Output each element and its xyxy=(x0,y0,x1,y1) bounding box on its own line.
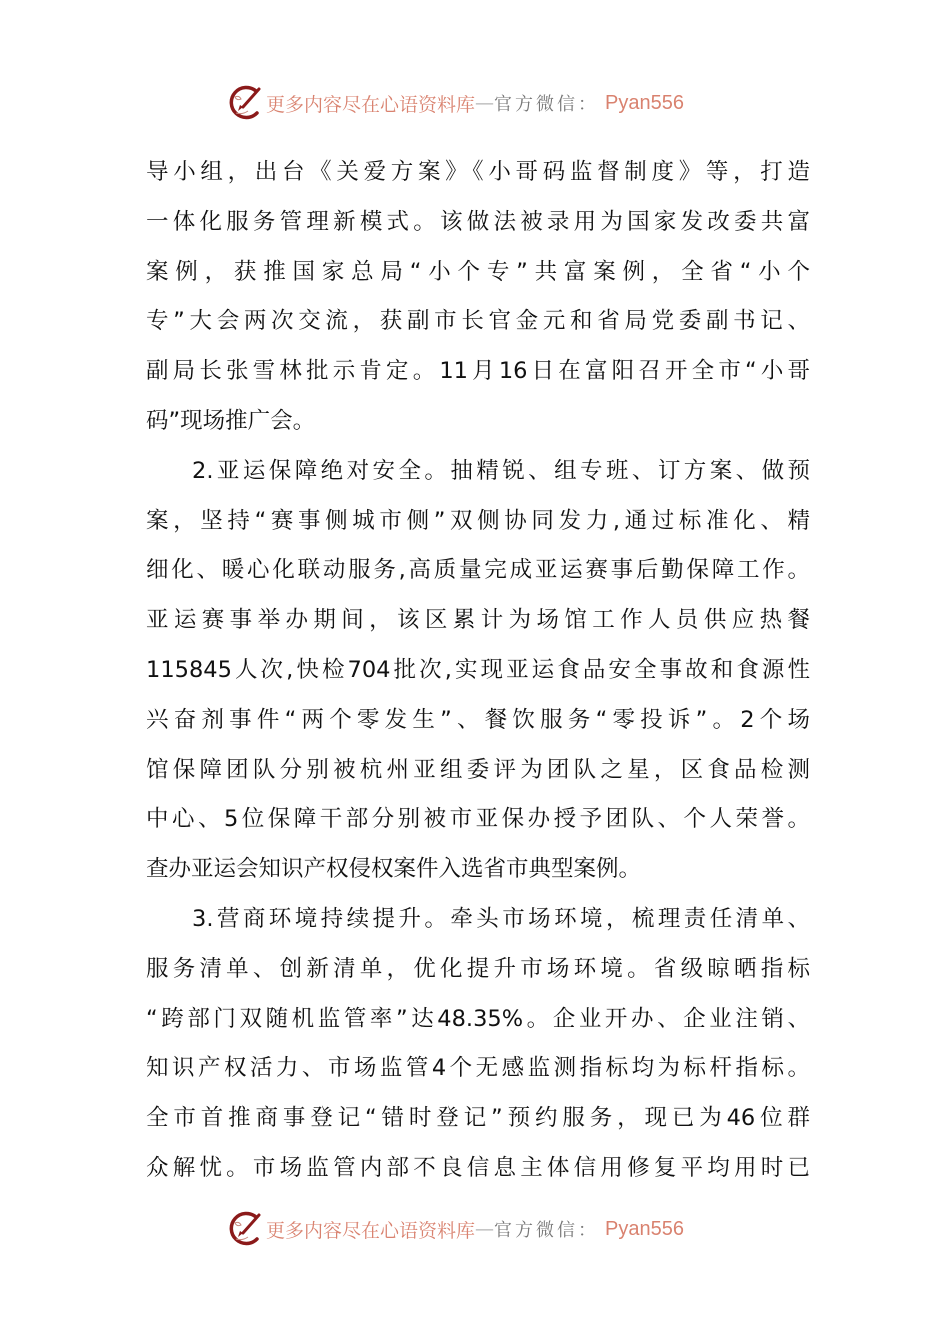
text-line: 一体化服务管理新模式。该做法被录用为国家发改委共富 xyxy=(146,208,810,235)
watermark-wechat-label: 官方微信： xyxy=(494,94,600,115)
watermark-wechat-id: Pyan556 xyxy=(605,1217,684,1240)
text-line: 知识产权活力、市场监管4个无感监测指标均为标杆指标。 xyxy=(146,1055,810,1082)
watermark-dash: — xyxy=(475,1218,495,1240)
text-line: 115845人次,快检704批次,实现亚运食品安全事故和食源性 xyxy=(146,656,810,683)
document-body xyxy=(146,148,810,1194)
text-line: 细化、暖心化联动服务,高质量完成亚运赛事后勤保障工作。 xyxy=(146,557,810,584)
text-line: 案例，获推国家总局“小个专”共富案例，全省“小个 xyxy=(146,258,810,285)
quill-pen-logo-icon xyxy=(226,85,262,121)
text-line: 导小组，出台《关爱方案》《小哥码监督制度》等，打造 xyxy=(146,159,810,185)
watermark-site-text: 更多内容尽在心语资料库 xyxy=(266,93,476,116)
text-line: 副局长张雪林批示肯定。11月16日在富阳召开全市“小哥 xyxy=(146,358,810,385)
header-watermark xyxy=(226,83,684,123)
text-line-heading-2: 2.亚运保障绝对安全。抽精锐、组专班、订方案、做预 xyxy=(192,457,810,484)
text-line-paragraph-end: 码”现场推广会。 xyxy=(146,407,316,434)
quill-pen-logo-icon xyxy=(226,1211,262,1247)
text-line: 众解忧。市场监管内部不良信息主体信用修复平均用时已 xyxy=(146,1154,810,1181)
footer-watermark xyxy=(226,1209,684,1249)
text-line: 馆保障团队分别被杭州亚组委评为团队之星，区食品检测 xyxy=(146,756,810,783)
text-line-paragraph-end: 查办亚运会知识产权侵权案件入选省市典型案例。 xyxy=(146,856,642,883)
text-line: “跨部门双随机监管率”达48.35%。企业开办、企业注销、 xyxy=(146,1005,810,1032)
watermark-site-text: 更多内容尽在心语资料库 xyxy=(266,1219,476,1242)
text-line: 中心、5位保障干部分别被市亚保办授予团队、个人荣誉。 xyxy=(146,806,810,833)
text-line: 亚运赛事举办期间，该区累计为场馆工作人员供应热餐 xyxy=(146,607,810,634)
text-line: 案，坚持“赛事侧城市侧”双侧协同发力,通过标准化、精 xyxy=(146,507,810,534)
text-line: 全市首推商事登记“错时登记”预约服务，现已为46位群 xyxy=(146,1105,810,1132)
text-line-heading-3: 3.营商环境持续提升。牵头市场环境，梳理责任清单、 xyxy=(192,905,810,932)
watermark-wechat-id: Pyan556 xyxy=(605,91,684,114)
watermark-wechat-label: 官方微信： xyxy=(494,1220,600,1241)
text-line: 兴奋剂事件“两个零发生”、餐饮服务“零投诉”。2个场 xyxy=(146,706,810,733)
watermark-dash: — xyxy=(475,92,495,114)
text-line: 服务清单、创新清单，优化提升市场环境。省级晾晒指标 xyxy=(146,955,810,982)
text-line: 专”大会两次交流，获副市长官金元和省局党委副书记、 xyxy=(146,308,810,335)
